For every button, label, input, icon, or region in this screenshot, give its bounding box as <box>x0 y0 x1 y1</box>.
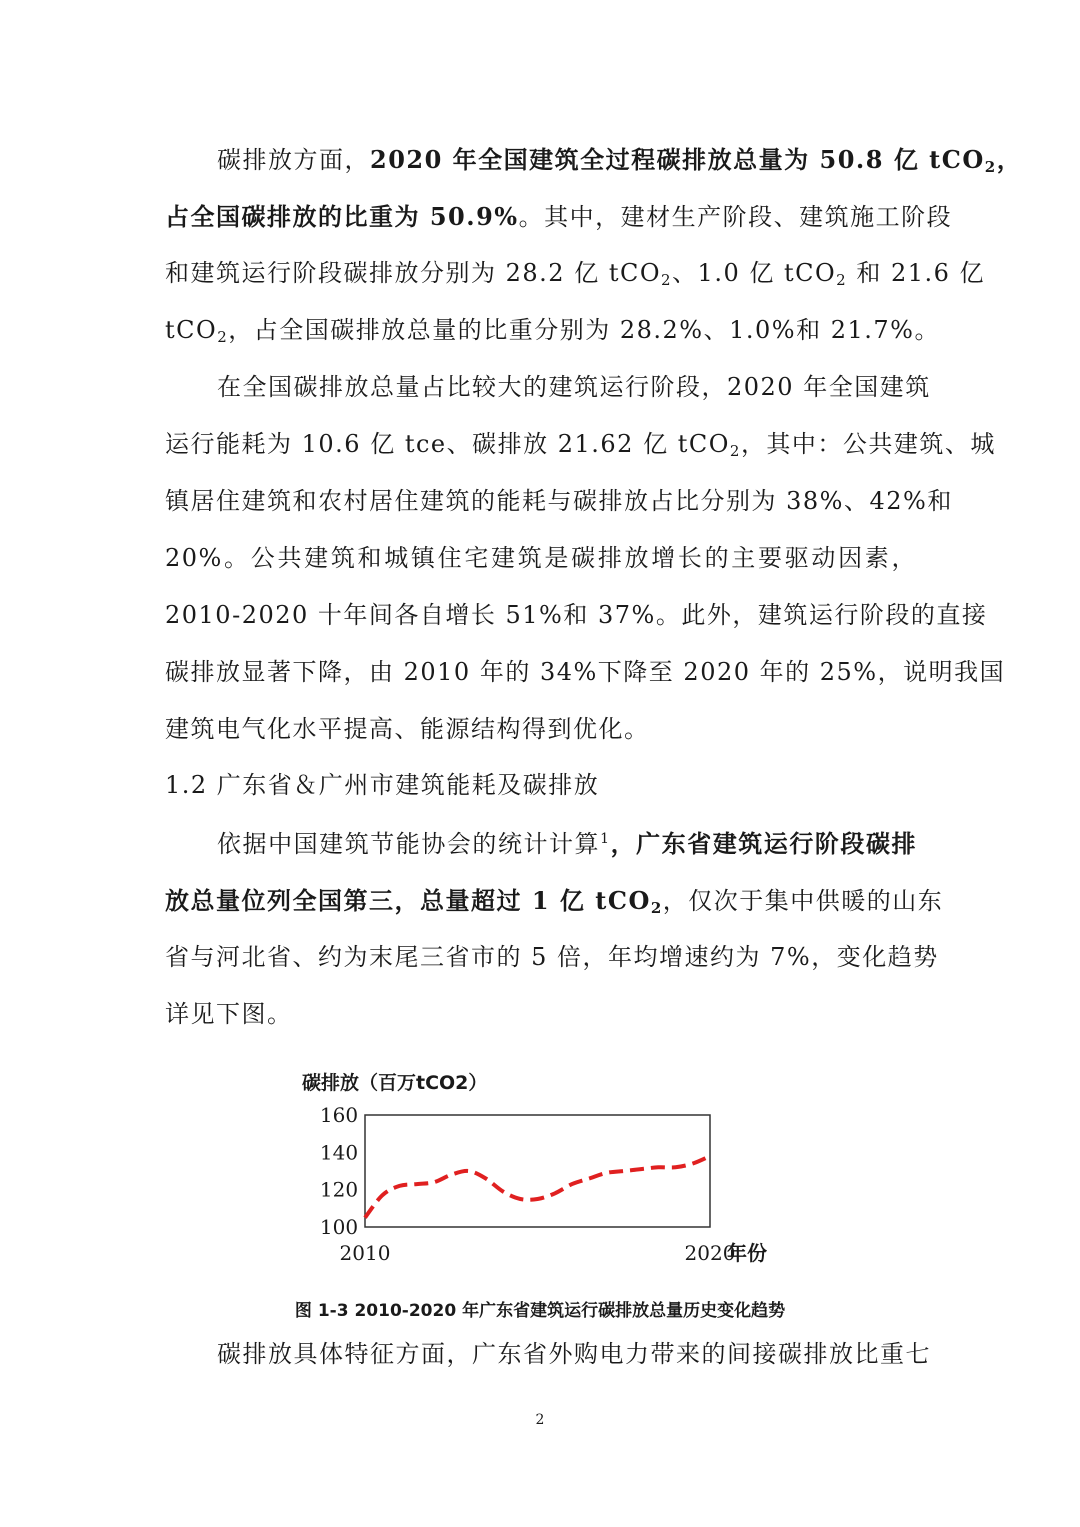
text-line: 依据中国建筑节能协会的统计计算$^1$，广东省建筑运行阶段碳排 <box>217 829 918 858</box>
paragraph-operation-stage <box>165 359 1006 758</box>
x-tick-label: 2010 <box>339 1241 391 1265</box>
text-line: 20%。公共建筑和城镇住宅建筑是碳排放增长的主要驱动因素， <box>165 544 917 572</box>
text-line: tCO$_2$，占全国碳排放总量的比重分别为 28.2%、1.0%和 21.7%。 <box>165 316 940 346</box>
paragraph-characteristics <box>165 1326 931 1383</box>
paragraph-building-emissions <box>165 131 1023 359</box>
paragraph-guangdong <box>165 815 944 1043</box>
text-line: 运行能耗为 10.6 亿 tce、碳排放 21.62 亿 tCO$_2$，其中：公共建筑、城 <box>165 430 996 460</box>
text-line: 镇居住建筑和农村居住建筑的能耗与碳排放占比分别为 38%、42%和 <box>165 487 953 515</box>
text-line: 2010-2020 十年间各自增长 51%和 37%。此外，建筑运行阶段的直接 <box>165 601 988 629</box>
y-tick-labels <box>320 1103 358 1239</box>
x-tick-labels <box>340 1241 736 1265</box>
text-line: 占全国碳排放的比重为 50.9%。其中，建材生产阶段、建筑施工阶段 <box>165 202 953 231</box>
figure-caption: 图 1-3 2010-2020 年广东省建筑运行碳排放总量历史变化趋势 <box>294 1301 786 1321</box>
text-line: 详见下图。 <box>165 1000 293 1028</box>
text-line: 碳排放具体特征方面，广东省外购电力带来的间接碳排放比重七 <box>217 1340 931 1368</box>
page-number: 2 <box>535 1412 545 1428</box>
plot-frame <box>365 1115 710 1227</box>
x-tick-label: 2020 <box>684 1241 736 1265</box>
y-tick-label: 160 <box>319 1103 359 1127</box>
y-tick-label: 100 <box>319 1215 359 1239</box>
y-axis-label: 碳排放（百万tCO2） <box>302 1072 488 1094</box>
text-line: 碳排放方面，2020 年全国建筑全过程碳排放总量为 50.8 亿 tCO$_2$， <box>217 145 1023 176</box>
x-axis-label: 年份 <box>727 1241 767 1265</box>
series-line <box>365 1156 710 1218</box>
text-line: 省与河北省、约为末尾三省市的 5 倍，年均增速约为 7%，变化趋势 <box>165 943 939 971</box>
text-line: 建筑电气化水平提高、能源结构得到优化。 <box>165 715 650 743</box>
section-heading: 1.2 广东省＆广州市建筑能耗及碳排放 <box>165 771 600 799</box>
y-tick-label: 140 <box>319 1140 359 1165</box>
line-chart-svg <box>290 1062 790 1277</box>
text-line: 碳排放显著下降，由 2010 年的 34%下降至 2020 年的 25%，说明我国 <box>165 658 1006 686</box>
text-line: 和建筑运行阶段碳排放分别为 28.2 亿 tCO$_2$、1.0 亿 tCO$_2$ 和 21.6 亿 <box>165 259 986 289</box>
emissions-chart <box>290 1062 790 1277</box>
text-line: 在全国碳排放总量占比较大的建筑运行阶段，2020 年全国建筑 <box>217 373 931 401</box>
text-line: 放总量位列全国第三，总量超过 1 亿 tCO$_2$，仅次于集中供暖的山东 <box>165 886 944 917</box>
y-tick-label: 120 <box>319 1177 359 1202</box>
